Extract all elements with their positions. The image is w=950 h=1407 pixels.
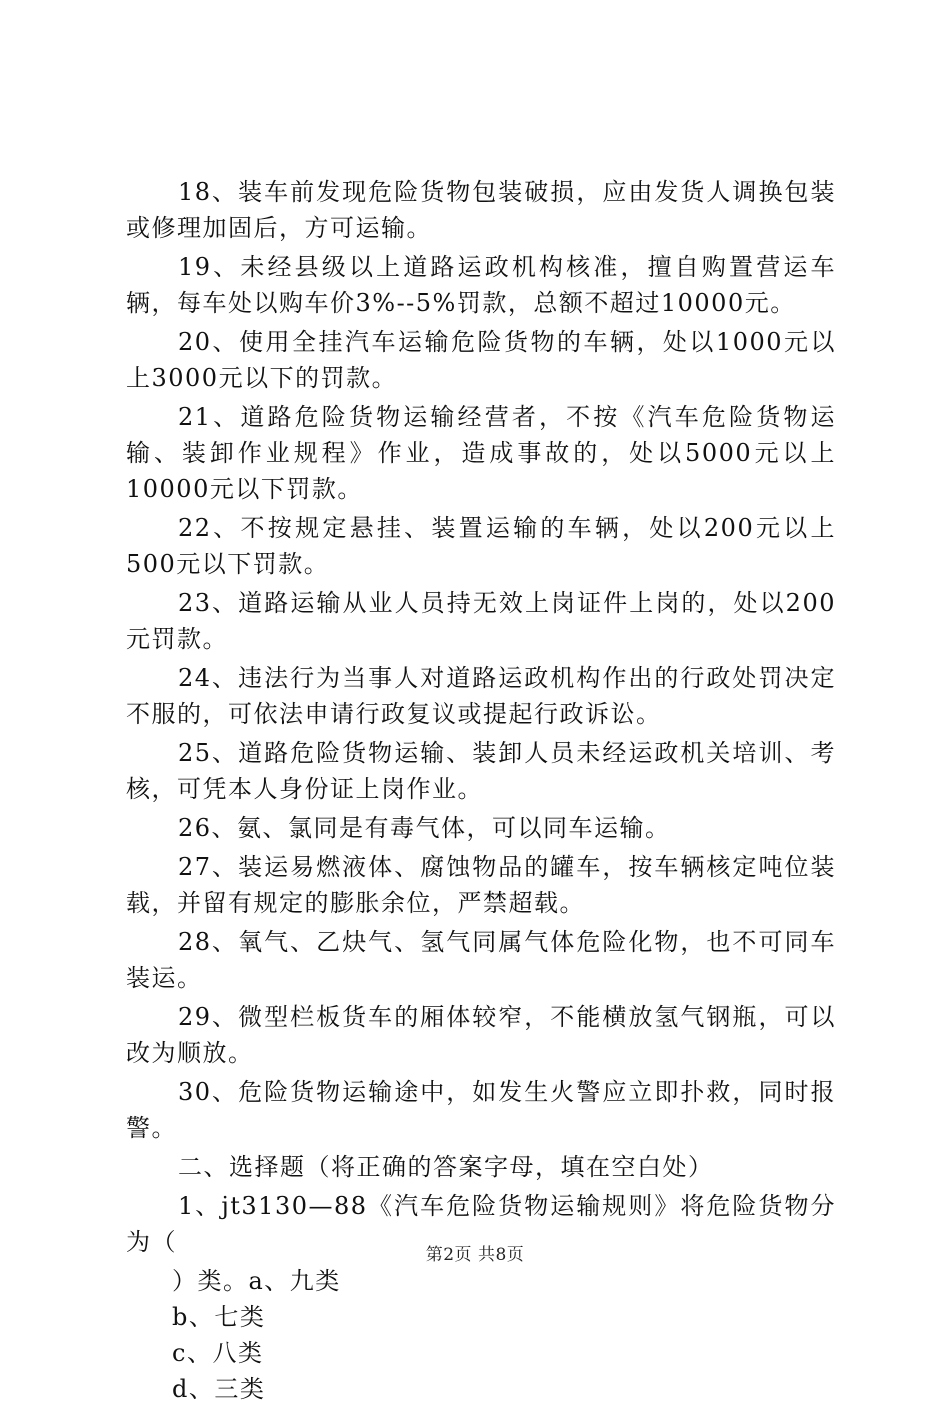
paragraph-item-26: 26、氨、氯同是有毒气体，可以同车运输。 <box>178 814 671 842</box>
document-body <box>126 174 836 1407</box>
paragraph-item-30: 30、危险货物运输途中，如发生火警应立即扑救，同时报警。 <box>126 1078 836 1142</box>
paragraph-item-23: 23、道路运输从业人员持无效上岗证件上岗的，处以200元罚款。 <box>126 589 836 653</box>
paragraph-item-24: 24、违法行为当事人对道路运政机构作出的行政处罚决定不服的，可依法申请行政复议或提起行政诉讼。 <box>126 664 836 728</box>
paragraph-item-22: 22、不按规定悬挂、装置运输的车辆，处以200元以上500元以下罚款。 <box>126 514 836 578</box>
paragraph-item-25: 25、道路危险货物运输、装卸人员未经运政机关培训、考核，可凭本人身份证上岗作业。 <box>126 739 836 803</box>
paragraph-item-21: 21、道路危险货物运输经营者，不按《汽车危险货物运输、装卸作业规程》作业，造成事故的，处以5000元以上10000元以下罚款。 <box>126 403 836 503</box>
paragraph-item-18: 18、装车前发现危险货物包装破损，应由发货人调换包装或修理加固后，方可运输。 <box>126 178 836 242</box>
section-heading-choice: 二、选择题（将正确的答案字母，填在空白处） <box>178 1153 714 1181</box>
paragraph-item-27: 27、装运易燃液体、腐蚀物品的罐车，按车辆核定吨位装载，并留有规定的膨胀余位，严禁超载。 <box>126 853 836 917</box>
question-1-option-a: ）类。a、九类 <box>172 1267 341 1295</box>
question-1-option-d: d、三类 <box>172 1375 266 1403</box>
page-footer: 第2页 共8页 <box>425 1245 525 1265</box>
paragraph-item-28: 28、氧气、乙炔气、氢气同属气体危险化物，也不可同车装运。 <box>126 928 836 992</box>
paragraph-item-29: 29、微型栏板货车的厢体较窄，不能横放氢气钢瓶，可以改为顺放。 <box>126 1003 836 1067</box>
question-1-stem: 1、jt3130—88《汽车危险货物运输规则》将危险货物分为（ <box>126 1192 836 1256</box>
paragraph-item-19: 19、未经县级以上道路运政机构核准，擅自购置营运车辆，每车处以购车价3%--5%罚款，总额不超过10000元。 <box>126 253 836 317</box>
question-1-option-c: c、八类 <box>172 1339 264 1367</box>
question-1-option-b: b、七类 <box>172 1303 266 1331</box>
paragraph-item-20: 20、使用全挂汽车运输危险货物的车辆，处以1000元以上3000元以下的罚款。 <box>126 328 836 392</box>
